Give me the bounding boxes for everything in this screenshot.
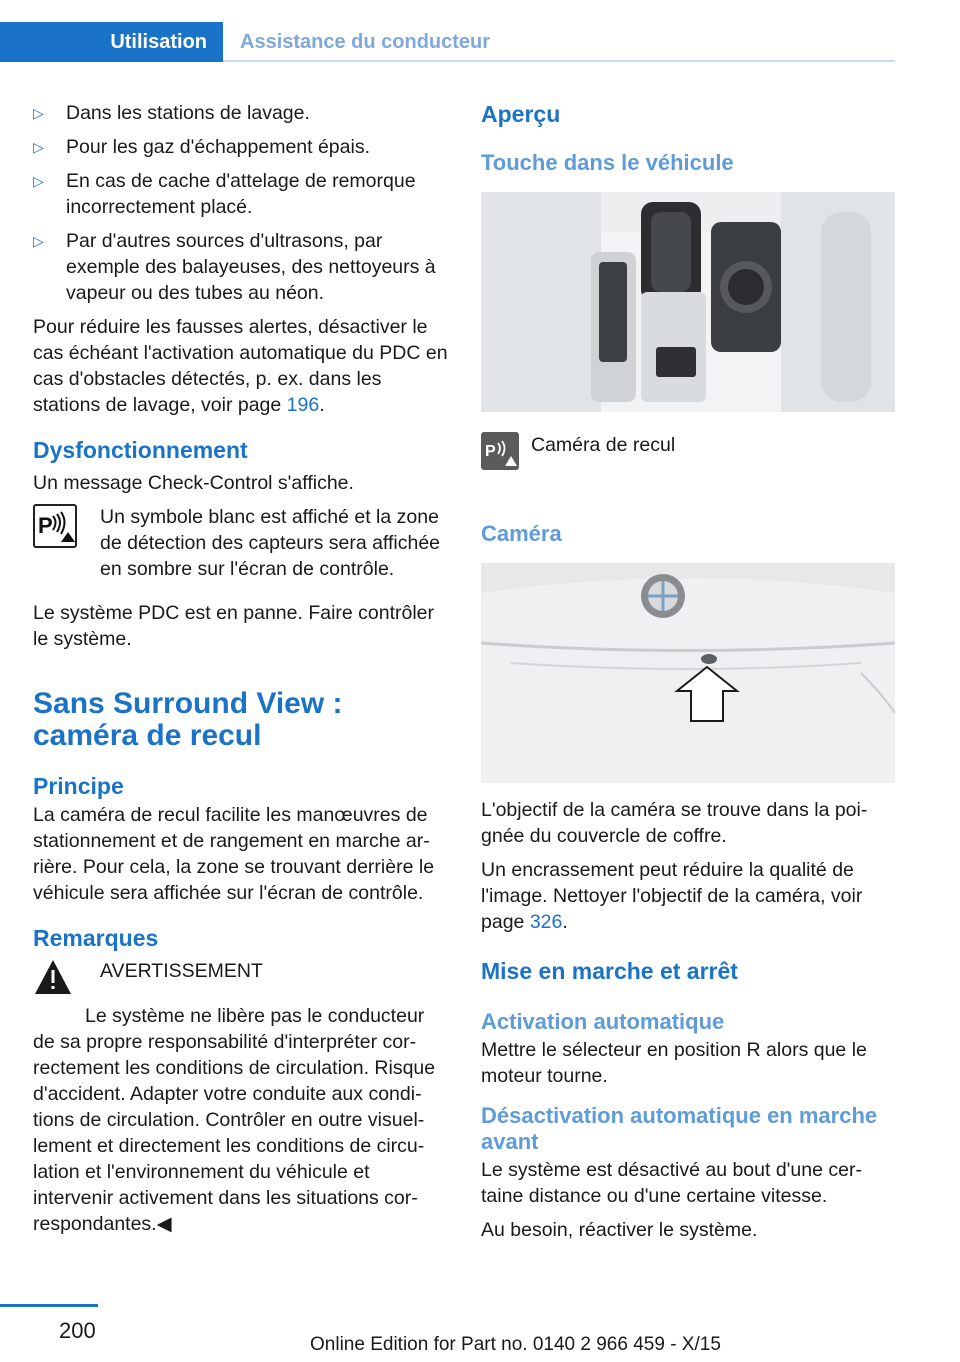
console-photo [481,192,895,412]
edition-text: Online Edition for Part no. 0140 2 966 459 - X/15 [310,1334,721,1355]
list-item: ▷ En cas de cache d'attelage de remorque incorrectement placé. [33,170,416,218]
camera-text-2: Un encrassement peut réduire la qualité de l'image. Nettoyer l'objectif de la caméra, voir page 326. [481,859,863,933]
page-link-196[interactable]: 196 [286,394,320,416]
triangle-bullet-icon: ▷ [33,139,44,155]
svg-text:P: P [485,443,496,460]
heading-mise-en-marche: Mise en marche et arrêt [481,958,738,984]
triangle-bullet-icon: ▷ [33,105,44,121]
principle-text: La caméra de recul facilite les manœuvres de stationnement et de rangement en marche arrière. Pour cela, la zone se trouvant derrière le véhicule sera affichée sur l'écran de contrôle. [33,804,435,904]
auto-off-text-2: Au besoin, réactiver le système. [481,1219,758,1241]
heading-principe: Principe [33,773,124,799]
section-title: Sans Surround View : caméra de recul [33,687,343,752]
heading-activation-auto: Activation automatique [481,1009,725,1034]
warning-title: AVERTISSEMENT [100,960,263,982]
warning-row [33,958,451,1003]
auto-off-text-1: Le système est désactivé au bout d'une certaine distance ou d'une certaine vitesse. [481,1159,862,1207]
heading-apercu: Aperçu [481,101,561,127]
warning-triangle-icon [33,958,73,996]
left-column [33,100,451,1245]
malfunction-after-text: Le système PDC est en panne. Faire contrôler le système. [33,602,435,650]
triangle-bullet-icon: ▷ [33,233,44,249]
auto-on-text: Mettre le sélecteur en position R alors que le moteur tourne. [481,1039,867,1087]
heading-desactivation-auto: Désactivation automatique en marche avant [481,1103,878,1154]
list-item: ▷ Dans les stations de lavage. [33,102,310,124]
false-alarms-paragraph: Pour réduire les fausses alertes, désactiver le cas échéant l'activation automatique du PDC en cas d'obstacles détectés, p. ex. dans les stations de lavage, voir page 196. [33,316,448,416]
heading-camera: Caméra [481,521,562,546]
warning-text: Le système ne libère pas le conducteur de sa propre responsabilité d'interpréter correctement les conditions de circulation. Risque d'accident. Adapter votre conduite aux conditions de circulation. Contrôler en outre visuellement et directement les conditions de circulation et l'environnement du véhicule et intervenir activement dans les situations correspondantes.◀ [33,1005,436,1235]
footer-divider [0,1304,98,1307]
malfunction-text: Un message Check-Control s'affiche. [33,472,354,494]
camera-text-1: L'objectif de la caméra se trouve dans la poignée du couvercle de coffre. [481,799,868,847]
tab-assistance-du-conducteur[interactable]: Assistance du conducteur [240,31,491,53]
right-column [481,100,895,1251]
malfunction-icon-text: Un symbole blanc est affiché et la zone de détection des capteurs sera affichée en sombre sur l'écran de contrôle. [100,506,441,580]
page-number: 200 [59,1318,96,1343]
button-caption-row [481,432,895,477]
heading-dysfonctionnement: Dysfonctionnement [33,437,248,463]
page-link-326[interactable]: 326 [529,911,563,933]
trunk-camera-photo [481,563,895,783]
heading-touche: Touche dans le véhicule [481,150,734,175]
header-divider [223,60,895,62]
button-caption: Caméra de recul [531,434,676,456]
malfunction-icon-row [33,504,451,590]
list-item: ▷ Pour les gaz d'échappement épais. [33,136,371,158]
triangle-bullet-icon: ▷ [33,173,44,189]
tab-utilisation[interactable]: Utilisation [0,22,223,62]
heading-remarques: Remarques [33,925,159,951]
pdc-warning-icon [33,504,77,548]
reverse-camera-button-icon [481,432,519,470]
list-item: ▷ Par d'autres sources d'ultrasons, par exemple des balayeuses, des nettoyeurs à vapeur ou des tubes au néon. [33,230,436,304]
svg-text:P: P [38,513,53,538]
